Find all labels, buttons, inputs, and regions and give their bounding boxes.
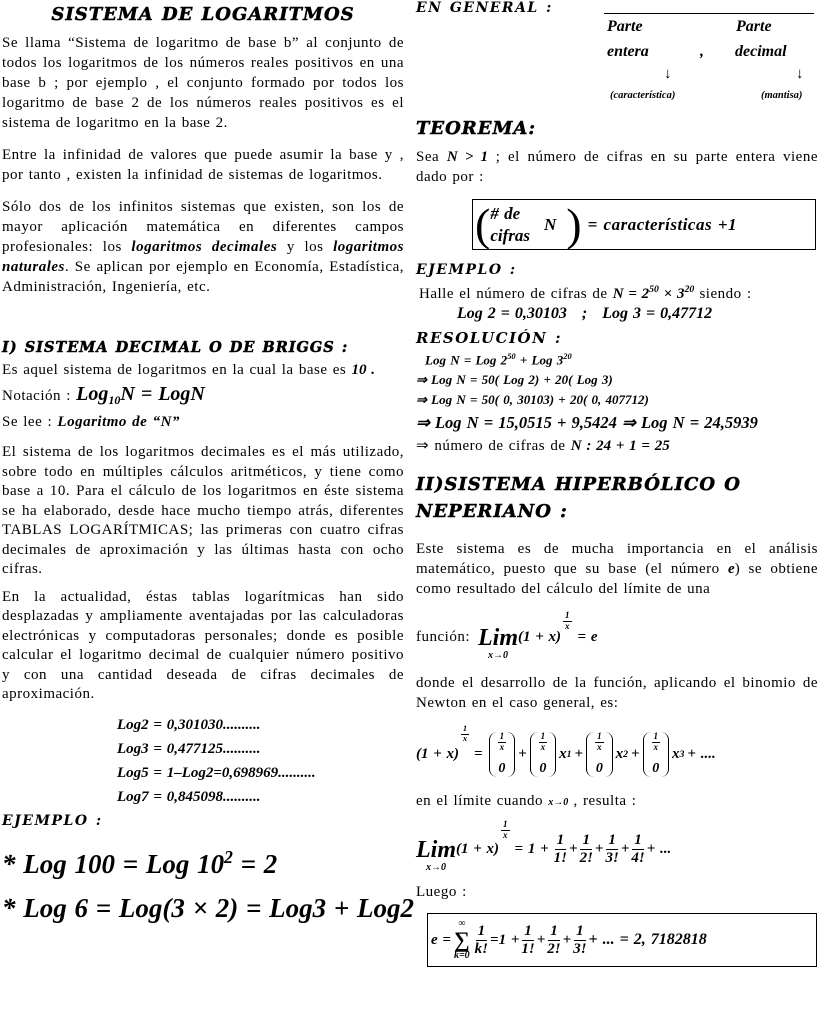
exponent-fraction [461,725,469,744]
sum-lower: k=0 [453,950,470,962]
den: x [463,734,468,744]
math: + ... [646,840,672,857]
text: ) se obtiene como resultado del cálculo del límite de una [416,561,818,598]
heading-general: EN GENERAL : [416,0,553,16]
example-statement [419,284,818,303]
fraction [547,923,560,957]
text: # de [490,203,521,223]
paragraph-infinity: Entre la infinidad de valores que puede asumir la base y , por tanto , existen la infinidad de sistemas de logaritmos. [2,147,404,183]
num: 1 [565,610,570,621]
general-diagram [416,0,818,116]
fraction [605,832,618,866]
power: 3 [679,748,685,760]
num: 1 [608,832,616,849]
plus: + [518,745,527,762]
num: 1 [499,730,505,741]
paragraph-calculators: En la actualidad, éstas tablas logarítmicas han sido desplazadas y ampliamente aventajadas por las calculadoras electrónicas y computadoras personales; donde es posible calcular el logaritmo decimal de cualquier número positivo y con una cantidad deseada de cifras decimales de aproximación. [2,588,404,702]
num: 1 [503,819,508,830]
num: 1 [550,923,558,940]
fraction [521,923,534,957]
math: (1 + x) [518,628,562,645]
exponent: 50 [649,284,659,295]
paragraph-decimal: El sistema de los logaritmos decimales es el más utilizado, sobre todo en múltiples cálculos aritméticos, y tiene como base a 10. Para el cálculo de los logaritmos en éste sistema se ha elaborado, desde hace mucho tiempo atrás, diferentes TABLAS LOGARÍTMICAS; las primeras con cuatro cifras decimales de aproximación y las últimas hasta con ocho cifras. [2,444,404,577]
heading-briggs: I) SISTEMA DECIMAL O DE BRIGGS : [2,339,349,356]
title: SISTEMA DE LOGARITMOS [51,4,355,25]
power: 1 [566,748,572,760]
given-values: Log 2 = 0,30103 ; Log 3 = 0,47712 [457,305,713,322]
num: 1 [540,730,546,741]
num: 1 [653,730,659,741]
step-2: ⇒ Log N = 50( Log 2) + 20( Log 3) [416,372,613,388]
math: = 1 + [514,840,549,857]
step-5 [416,436,818,455]
paragraph-two-systems [2,197,404,297]
math: × 3 [658,286,685,302]
den: 1! [553,849,567,866]
example-2: * Log 6 = Log(3 × 2) = Log3 + Log2 [2,892,414,923]
log-row: Log2 = 0,301030.......... [117,716,261,733]
math: e [728,561,735,578]
label-mantisa: (mantisa) [761,90,803,101]
lim: Lim [416,836,456,863]
zero: 0 [539,760,547,776]
zero: 0 [652,760,660,776]
math: (1 + x) [416,745,460,762]
den: x [499,741,505,752]
exponent: 20 [563,351,572,361]
exponent: 20 [684,284,695,295]
text: Sólo dos de los infinitos sistemas que existen, son los de mayor aplicación matemática en diferentes campos profesionales: los [2,199,404,255]
den: x [540,741,546,752]
term-decimal: logaritmos decimales [131,239,278,255]
e-series-box [427,913,817,967]
arrow-down-icon: ↓ [796,66,804,82]
formula: = características +1 [587,214,738,234]
var-n: N [544,214,557,234]
fraction [580,832,593,866]
formula: Log [76,383,109,405]
den: 1! [521,940,535,957]
math: + ... = 2, 7182818 [588,931,707,949]
binomial-coefficient [586,732,613,777]
label: Notación : [2,388,77,404]
den: 3! [573,940,587,957]
sum-upper: ∞ [458,918,466,930]
math: (1 + x) [456,840,500,857]
text: ⇒ número de cifras de [416,438,571,455]
divider [604,13,814,14]
heading-example: EJEMPLO : [416,262,517,278]
plus: + [630,745,640,762]
label-caracteristica: (característica) [610,90,676,101]
text: Halle el número de cifras de [419,286,613,302]
plus: + [536,931,546,948]
den: k! [474,940,489,957]
plus: + [620,840,630,857]
base-value: 10 . [351,362,375,378]
paragraph-neperiano [416,539,818,599]
num: 1 [477,923,486,940]
den: x [503,830,508,841]
text: función: [416,628,470,645]
fraction [631,832,644,866]
math: x→0 [548,797,569,809]
den: x [565,621,570,632]
num: 1 [597,730,602,741]
label-entera: entera [607,43,649,60]
log-row: Log5 = 1–Log2=0,698969.......... [117,764,316,781]
digits-label [490,203,530,247]
exponent: 2 [224,846,233,867]
text: Sea [416,149,447,165]
text: y los [277,239,334,255]
num: 1 [556,832,565,849]
paren: ) [566,198,582,250]
num: 1 [576,923,584,940]
luego: Luego : [416,884,467,901]
math: =1 + [490,931,520,948]
num: 1 [463,724,468,734]
binomial-coefficient [530,732,557,777]
reading: Logaritmo de “N” [57,414,180,430]
var: x [672,745,680,762]
eq: = [474,745,483,762]
limit-condition [416,793,818,810]
left-column [2,0,414,928]
plus: + [562,931,572,948]
math: Log N = Log 2 [425,352,508,368]
text: en el límite cuando [416,793,549,810]
exponent: 50 [507,351,516,361]
log-row: Log3 = 0,477125.......... [117,740,261,757]
num: 1 [582,832,590,849]
label-decimal: decimal [735,43,787,60]
arrow-down-icon: ↓ [664,66,672,82]
log-row: Log7 = 0,845098.......... [117,788,261,805]
power: 2 [623,748,628,760]
dots: + .... [687,745,716,762]
plus: + [594,840,604,857]
den: 4! [631,849,645,866]
sigma-icon: ∑ [453,927,470,953]
paragraph-newton: donde el desarrollo de la función, aplicando el binomio de Newton en el caso general, es: [416,675,818,712]
formula: * Log 100 = Log 10 [2,848,225,879]
den: 2! [547,940,561,957]
heading-example: EJEMPLO : [2,812,103,829]
plus: + [574,745,584,762]
fraction [573,923,586,957]
lim-sub: x→0 [488,649,508,661]
heading-teorema: TEOREMA: [416,118,537,139]
zero: 0 [498,760,506,776]
comma: , [700,43,704,60]
log-table [117,713,404,809]
limit-series [416,820,818,878]
binomial-coefficient [643,732,670,777]
fraction [475,923,488,957]
theorem-box [472,199,816,250]
math: N = 2 [612,286,650,302]
num: 1 [634,832,642,849]
label-parte: Parte [736,18,772,35]
var: x [559,745,567,762]
plus: + [569,840,578,857]
binomial-expansion [416,725,818,783]
math: N > 1 [446,149,489,165]
formula: N = LogN [120,383,205,405]
definition-line [2,362,404,379]
notation-line [2,383,404,408]
text: Es aquel sistema de logaritmos en la cual la base es [2,362,352,378]
formula: = 2 [232,848,278,879]
limit-definition [416,611,818,663]
fraction [554,832,567,866]
step-4: ⇒ Log N = 15,0515 + 9,5424 ⇒ Log N = 24,5939 [416,413,758,433]
text: ; el número de cifras en su parte entera viene dado por : [416,149,818,185]
lim-sub: x→0 [426,861,446,873]
example-1 [2,837,404,884]
den: 3! [605,849,619,866]
right-column [416,0,818,967]
label: Se lee : [2,414,58,430]
exponent-fraction [563,611,572,632]
num: 1 [524,923,532,940]
text: . Se aplican por ejemplo en Economía, Estadística, Administración, Ingeniería, etc. [2,259,404,295]
paragraph-definition: Se llama “Sistema de logaritmo de base b” al conjunto de todos los logaritmos de los números reales positivos en una base b ; por ejemplo , el conjunto formado por todos los logaritmo de base 2 de los números reales positivos es el sistema de logaritmo en la base 2. [2,35,404,131]
zero: 0 [595,760,603,776]
text: , resulta : [568,793,637,810]
heading-neperiano: II)SISTEMA HIPERBÓLICO O NEPERIANO : [416,474,741,523]
binomial-coefficient [489,732,516,777]
text: Este sistema es de mucha importancia en el análisis matemático, puesto que su base (el número [416,541,818,578]
label-parte: Parte [607,18,643,35]
reading-line [2,414,404,431]
theorem-text [416,147,818,187]
var: x [615,745,624,762]
text: siendo : [694,286,752,302]
limit [478,626,518,661]
term-natural: logaritmos naturales [2,239,404,275]
math: e = [431,931,451,948]
math: + Log 3 [515,352,564,368]
math: N : 24 + 1 = 25 [570,438,670,455]
den: x [653,741,659,752]
step-1 [425,351,818,368]
formula-sub: 10 [108,393,121,407]
den: x [597,741,602,752]
exponent-fraction [501,820,510,841]
text: cifras [490,225,530,245]
limit [416,838,456,873]
math: = e [577,628,598,645]
lim: Lim [478,624,518,651]
step-3: ⇒ Log N = 50( 0, 30103) + 20( 0, 407712) [416,392,649,408]
den: 2! [579,849,593,866]
paren: ( [475,198,491,250]
sum [454,919,470,961]
heading-resolucion: RESOLUCIÓN : [416,329,563,347]
